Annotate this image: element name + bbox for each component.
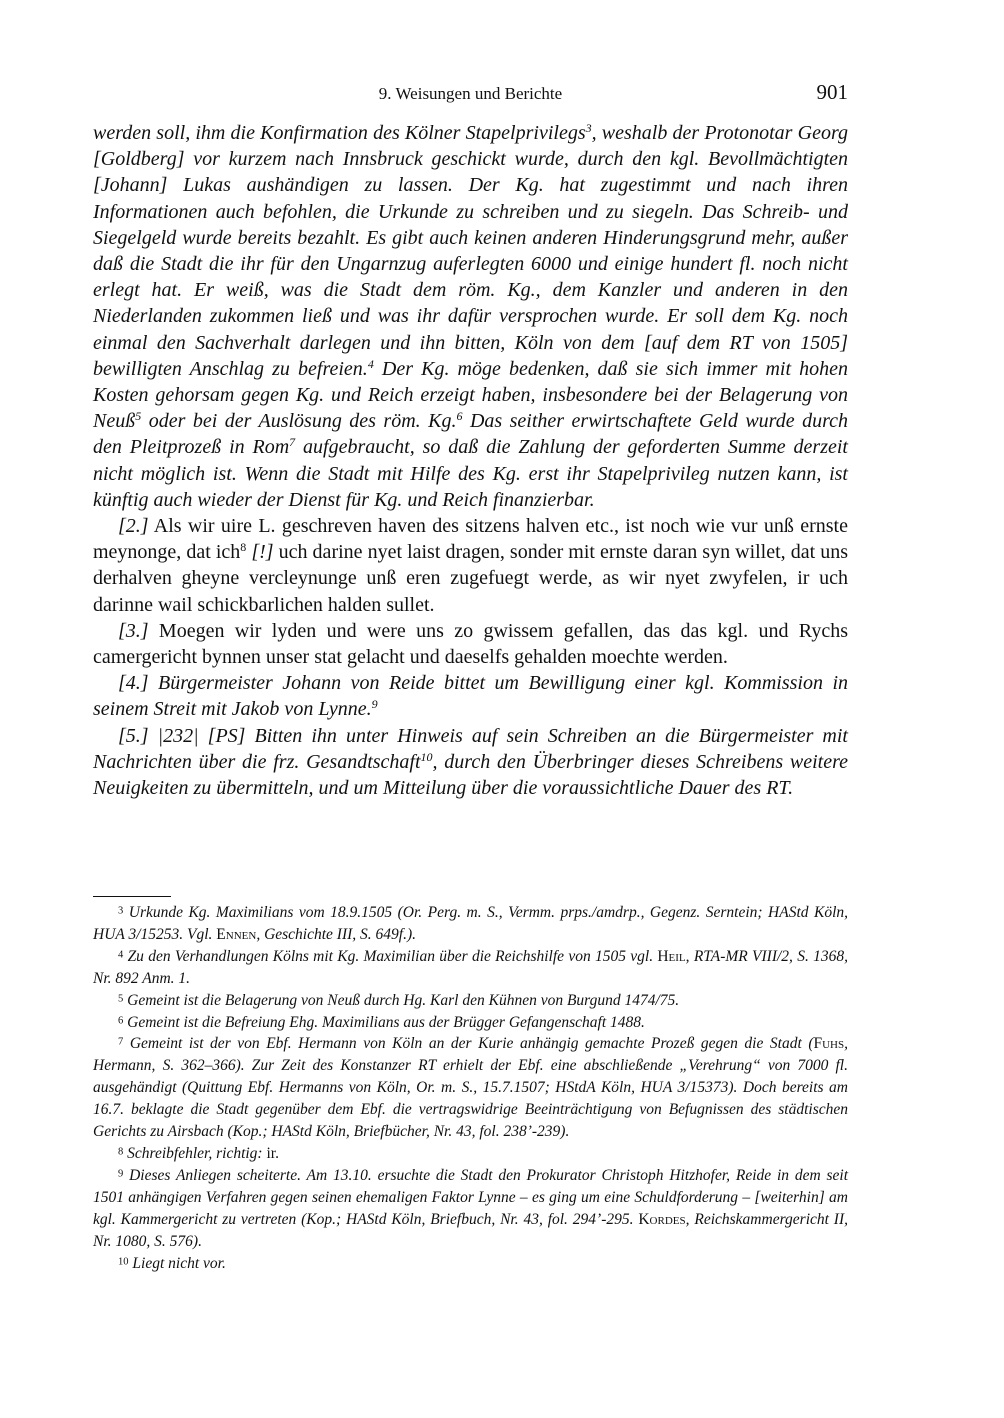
footnote xyxy=(93,946,848,990)
text-run: uch darine nyet laist dragen, sonder mit ernste daran syn willet, dat uns derhalven gheyne vercleynunge unß eren zugefuegt werde, as wir nyet zwyfelen, ir uch darinne wail schickbarlichen halden sullet. xyxy=(93,541,848,616)
main-text xyxy=(93,120,848,801)
text-run: werden soll, ihm die Konfirmation des Kölner Stapelprivilegs xyxy=(93,122,586,144)
text-run: aufgebraucht, so daß die Zahlung der geforderten Summe derzeit nicht möglich ist. Wenn die Stadt mit Hilfe des Kg. erst ihr Stapelprivileg nutzen kann, ist künftig auch wieder der Dienst für Kg. und Reich finanzierbar. xyxy=(93,436,848,511)
footnote xyxy=(93,1143,848,1165)
footnote-text: , Reichskammergericht II, Nr. 1080, S. 576). xyxy=(93,1210,848,1250)
paragraph-2 xyxy=(93,513,848,618)
footnote-ref: 4 xyxy=(367,356,374,371)
footnote-number: 9 xyxy=(118,1168,124,1180)
footnote-text: Urkunde Kg. Maximilians vom 18.9.1505 (Or. Perg. m. S., Vermm. prps./amdrp., Gegenz. Serntein; HAStd Köln, HUA 3/15253. Vgl. xyxy=(93,904,848,943)
paragraph-5 xyxy=(93,723,848,802)
footnote-number: 4 xyxy=(118,949,124,961)
footnote-correction: ir. xyxy=(266,1144,279,1162)
footnote-ref: 5 xyxy=(135,409,142,424)
author-name: Fuhs xyxy=(813,1035,845,1053)
footnote-number: 8 xyxy=(118,1146,124,1158)
footnote-number: 10 xyxy=(118,1255,129,1267)
footnote-text: Dieses Anliegen scheiterte. Am 13.10. ersuchte die Stadt den Prokurator Christoph Hitzhofer, Reide in dem seit 1501 anhängigen Verfahren gegen seinen ehemaligen Faktor Lynne – es ging um eine Schuldforderung – [weiterhin] am kgl. Kammergericht zu vertreten (Kop.; HAStd Köln, Briefbuch, Nr. 43, fol. 294’-295. xyxy=(93,1166,849,1228)
author-name: Heil xyxy=(657,947,686,965)
footnote-ref: 8 xyxy=(240,540,247,555)
footnote-ref: 10 xyxy=(420,749,433,764)
footnote-text: Liegt nicht vor. xyxy=(132,1254,226,1272)
footnote xyxy=(93,990,848,1012)
page-header xyxy=(93,80,848,110)
footnote-separator xyxy=(93,896,171,897)
footnote-ref: 6 xyxy=(456,409,463,424)
footnote-text: Gemeint ist der von Ebf. Hermann von Köln an der Kurie anhängig gemachte Prozeß gegen die Stadt ( xyxy=(129,1035,814,1053)
footnote-text: , RTA-MR VIII/2, S. 1368, Nr. 892 Anm. 1. xyxy=(93,947,848,987)
text-run: Moegen wir lyden und were uns zo gwissem gefallen, das das kgl. und Rychs camergericht bynnen unser stat gelacht und daeselfs gehalden moechte werden. xyxy=(93,619,848,669)
footnote xyxy=(93,1253,848,1275)
footnote-ref: 3 xyxy=(585,120,592,135)
footnote-text: Gemeint ist die Befreiung Ehg. Maximilians aus der Brügger Gefangenschaft 1488. xyxy=(127,1013,645,1031)
footnote-number: 5 xyxy=(118,992,124,1004)
footnote-text: Zu den Verhandlungen Kölns mit Kg. Maximilian über die Reichshilfe von 1505 vgl. xyxy=(127,947,658,965)
footnote-number: 7 xyxy=(118,1036,124,1048)
footnote-text: , Geschichte III, S. 649f.). xyxy=(256,925,416,943)
footnote-ref: 7 xyxy=(289,435,296,450)
editorial-mark: [!] xyxy=(246,541,274,564)
page-number: 901 xyxy=(816,80,848,104)
footnote-number: 6 xyxy=(118,1014,124,1026)
footnote-ref: 9 xyxy=(371,697,378,712)
text-run: Als wir uire L. geschreven haven des sitzens halven etc., ist noch wie vur unß ernste meynonge, dat ich xyxy=(93,515,848,564)
text-run: [5.] |232| [PS] Bitten ihn unter Hinweis auf sein Schreiben an die Bürgermeister mit Nachrichten über die frz. Gesandtschaft xyxy=(93,724,848,773)
text-run: , durch den Überbringer dieses Schreibens weitere Neuigkeiten zu übermitteln, und um Mitteilung über die voraussichtliche Dauer des RT. xyxy=(93,750,848,800)
footnote-text: Gemeint ist die Belagerung von Neuß durch Hg. Karl den Kühnen von Burgund 1474/75. xyxy=(127,991,680,1009)
text-run: , weshalb der Protonotar Georg [Goldberg] vor kurzem nach Innsbruck geschickt wurde, durch den kgl. Bevollmächtigten [Johann] Lukas aushändigen zu lassen. Der Kg. hat zugestimmt und nach ihren Informationen auch befohlen, die Urkunde zu schreiben und zu siegeln. Das Schreib- und Siegelgeld wurde bereits bezahlt. Es gibt auch keinen anderen Hinderungsgrund mehr, außer daß die Stadt die ihr für den Ungarnzug auferlegten 6000 und einige hundert fl. noch nicht erlegt hat. Er weiß, was die Stadt dem röm. Kg., dem Kanzler und anderen in den Niederlanden zukommen ließ und was ihr dafür versprochen wurde. Er soll dem Kg. noch einmal den Sachverhalt darlegen und ihn bitten, Köln von dem [auf dem RT von 1505] bewilligten Anschlag zu befreien. xyxy=(93,122,848,380)
section-label: [3.] xyxy=(118,619,149,642)
text-run: Der Kg. möge bedenken, daß sie sich immer mit hohen Kosten gehorsam gegen Kg. und Reich erzeigt haben, insbesondere bei der Belagerung von Neuß xyxy=(93,357,848,433)
footnote xyxy=(93,902,848,946)
paragraph-4 xyxy=(93,670,848,722)
footnote xyxy=(93,1012,848,1034)
text-run: [4.] Bürgermeister Johann von Reide bittet um Bewilligung einer kgl. Kommission in seinem Streit mit Jakob von Lynne. xyxy=(93,672,848,721)
footnote-number: 3 xyxy=(118,905,124,917)
paragraph-1 xyxy=(93,120,848,513)
footnotes xyxy=(93,902,848,1274)
footnote xyxy=(93,1165,848,1253)
running-title: 9. Weisungen und Berichte xyxy=(378,84,563,103)
text-run: oder bei der Auslösung des röm. Kg. xyxy=(141,410,457,433)
footnote-text: Schreibfehler, richtig: xyxy=(127,1144,267,1162)
section-label: [2.] xyxy=(118,515,149,538)
author-name: Ennen xyxy=(216,925,257,943)
footnote-text: , Hermann, S. 362–366). Zur Zeit des Konstanzer RT erhielt der Ebf. eine abschließende „Verehrung“ von 7000 fl. ausgehändigt (Quittung Ebf. Hermanns von Köln, Or. m. S., 15.7.1507; HStdA Köln, HUA 3/15373). Doch bereits am 16.7. beklagte die Stadt gegenüber dem Ebf. die vertragswidrige Beeinträchtigung von Befugnissen des städtischen Gerichts zu Airsbach (Kop.; HAStd Köln, Briefbücher, Nr. 43, fol. 238’-239). xyxy=(93,1035,848,1141)
author-name: Kordes xyxy=(638,1210,686,1228)
text-run: Das seither erwirtschaftete Geld wurde durch den Pleitprozeß in Rom xyxy=(93,410,848,459)
footnote xyxy=(93,1033,848,1143)
paragraph-3 xyxy=(93,618,848,670)
